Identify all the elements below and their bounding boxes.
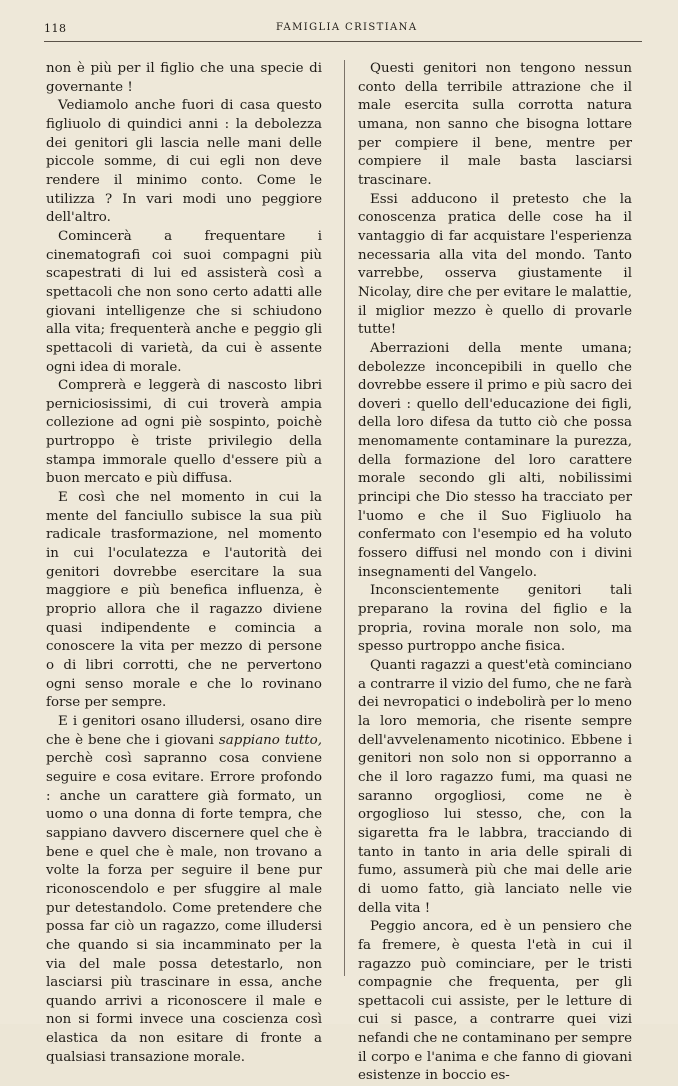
paragraph: Comincerà a frequentare i cinematografi coi suoi compagni più scapestrati di lui ed assisterà così a spettacoli che non sono certo adatti alle giovani intelligenze che si schiudono alla vita; frequenterà anche e peggio gli spettacoli di varietà, da cui è assente ogni idea di morale. bbox=[46, 228, 322, 375]
paragraph-text: perchè così sapranno cosa conviene seguire e cosa evitare. Errore profondo : anche un carattere già formato, un uomo o una donna di forte tempra, che sappiano davvero discernere quel che è bene e quel che è male, non trovano a volte la forza per seguire il bene pur riconoscendolo e per sfuggire al male pur detestandolo. Come pretendere che possa far ciò un ragazzo, come illudersi che quando si sia incamminato per la via del male possa detestarlo, non lasciarsi più trascinare in essa, anche quando arrivi a riconoscere il male e non si formi invece una coscienza così elastica da non esitare di fronte a qualsiasi transazione morale. bbox=[46, 751, 322, 1065]
italic-phrase: sappiano tutto, bbox=[218, 732, 322, 748]
left-column bbox=[46, 60, 322, 1067]
column-divider bbox=[344, 60, 345, 976]
paragraph: Aberrazioni della mente umana; debolezze inconcepibili in quello che dovrebbe essere il primo e più sacro dei doveri : quello dell'educazione dei figli, della loro difesa da tutto ciò che possa menomamente contaminare la purezza, della formazione del loro carattere morale secondo gli alti, nobilissimi principi che Dio stesso ha tracciato per l'uomo e che il Suo Figliuolo ha confermato con l'esempio ed ha voluto fossero diffusi nel mondo con i divini insegnamenti del Vangelo. bbox=[358, 340, 632, 580]
paragraph: Peggio ancora, ed è un pensiero che fa fremere, è questa l'età in cui il ragazzo può cominciare, per le tristi compagnie che frequenta, per gli spettacoli cui assiste, per le letture di cui si pasce, a contrarre quei vizi nefandi che ne contaminano per sempre il corpo e l'anima e che fanno di giovani esistenze in boccio es- bbox=[358, 919, 632, 1084]
paragraph-text: E i genitori osano illudersi, osano dire che è bene che i giovani bbox=[46, 713, 322, 748]
paragraph: non è più per il figlio che una specie di governante ! bbox=[46, 61, 322, 95]
right-column bbox=[358, 60, 632, 1086]
paragraph: Comprerà e leggerà di nascosto libri perniciosissimi, di cui troverà ampia collezione ad ogni piè sospinto, poichè purtroppo è triste privilegio della stampa immorale quello d'essere più a buon mercato e più diffusa. bbox=[46, 378, 322, 487]
paragraph: Questi genitori non tengono nessun conto della terribile attrazione che il male esercita sulla corrotta natura umana, non sanno che bisogna lottare per compiere il bene, mentre per compiere il male basta lasciarsi trascinare. bbox=[358, 61, 632, 188]
page-header bbox=[0, 0, 678, 42]
header-rule bbox=[44, 41, 642, 42]
paragraph: Quanti ragazzi a quest'età cominciano a contrarre il vizio del fumo, che ne farà dei nevropatici o indebolirà per lo meno la loro memoria, che risente sempre dell'avvelenamento nicotinico. Ebbene i genitori non solo non si opporranno a che il loro ragazzo fumi, ma quasi ne saranno orgogliosi, come ne è orgoglioso lui stesso, che, con la sigaretta fra le labbra, tracciando di tanto in tanto in aria delle spirali di fumo, assumerà più che mai delle arie di uomo fatto, già lanciato nelle vie della vita ! bbox=[358, 658, 632, 916]
paragraph: E così che nel momento in cui la mente del fanciullo subisce la sua più radicale trasformazione, nel momento in cui l'oculatezza e l'autorità dei genitori dovrebbe esercitare la sua maggiore e più benefica influenza, è proprio allora che il ragazzo diviene quasi indipendente e comincia a conoscere la vita per mezzo di persone o di libri corrotti, che ne pervertono ogni senso morale e che lo rovinano forse per sempre. bbox=[46, 490, 322, 711]
paragraph: Essi adducono il pretesto che la conoscenza pratica delle cose ha il vantaggio di far acquistare l'esperienza necessaria alla vita del mondo. Tanto varrebbe, osserva giustamente il Nicolay, dire che per evitare le malattie, il miglior mezzo è quello di provarle tutte! bbox=[358, 191, 632, 338]
running-title: FAMIGLIA CRISTIANA bbox=[276, 22, 418, 33]
paragraph: Vediamolo anche fuori di casa questo figliuolo di quindici anni : la debolezza dei genitori gli lascia nelle mani delle piccole somme, di cui egli non deve rendere il minimo conto. Come le utilizza ? In vari modi uno peggiore dell'altro. bbox=[46, 98, 322, 226]
paragraph: Inconscientemente genitori tali preparano la rovina del figlio e la propria, rovina morale non solo, ma spesso purtroppo anche fisica. bbox=[358, 583, 632, 655]
paragraph bbox=[46, 713, 322, 1067]
page-number: 118 bbox=[44, 22, 67, 35]
